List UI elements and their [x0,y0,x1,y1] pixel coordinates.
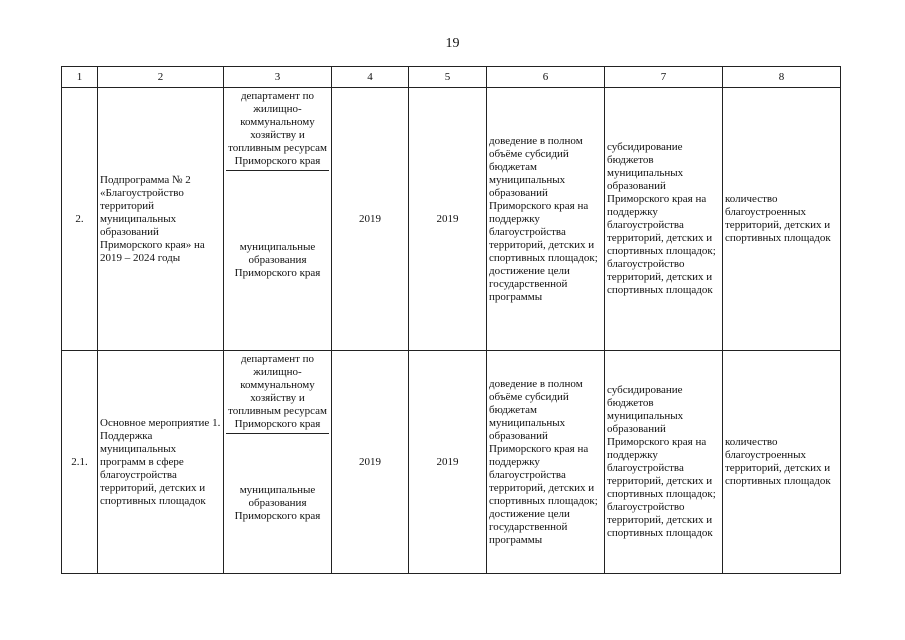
header-cell: 8 [723,67,841,88]
header-cell: 3 [224,67,332,88]
executor-primary: департамент по жилищно-коммунальному хозяйству и топливным ресурсам Приморского края [226,351,329,434]
header-row [62,67,841,88]
row-activity: субсидирование бюджетов муниципальных образований Приморского края на поддержку благоустройства территорий, детских и спортивных площадок; благоустройство территорий, детских и спортивных площадок [605,351,723,574]
row-number: 2.1. [62,351,98,574]
plan-table [61,66,841,574]
row-end-year: 2019 [409,351,487,574]
page-number: 19 [445,36,460,51]
executor-primary: департамент по жилищно-коммунальному хозяйству и топливным ресурсам Приморского края [226,88,329,171]
row-name: Подпрограмма № 2 «Благоустройство территорий муниципальных образований Приморского края» на 2019 – 2024 годы [98,88,224,351]
header-cell: 6 [487,67,605,88]
row-start-year: 2019 [332,88,409,351]
executor-secondary: муниципальные образования Приморского края [234,484,321,522]
row-end-year: 2019 [409,88,487,351]
row-expected-result: доведение в полном объёме субсидий бюджетам муниципальных образований Приморского края на поддержку благоустройства территорий, детских и спортивных площадок; достижение цели государственной программы [487,351,605,574]
header-cell: 5 [409,67,487,88]
row-activity: субсидирование бюджетов муниципальных образований Приморского края на поддержку благоустройства территорий, детских и спортивных площадок; благоустройство территорий, детских и спортивных площадок [605,88,723,351]
row-indicator: количество благоустроенных территорий, детских и спортивных площадок [723,88,841,351]
row-executors [224,351,332,574]
executor-secondary: муниципальные образования Приморского края [234,241,321,279]
table-row [62,351,841,574]
row-name: Основное мероприятие 1. Поддержка муниципальных программ в сфере благоустройства территорий, детских и спортивных площадок [98,351,224,574]
row-expected-result: доведение в полном объёме субсидий бюджетам муниципальных образований Приморского края на поддержку благоустройства территорий, детских и спортивных площадок; достижение цели государственной программы [487,88,605,351]
row-executors [224,88,332,351]
table-row [62,88,841,351]
row-start-year: 2019 [332,351,409,574]
header-cell: 2 [98,67,224,88]
header-cell: 4 [332,67,409,88]
header-cell: 1 [62,67,98,88]
header-cell: 7 [605,67,723,88]
row-indicator: количество благоустроенных территорий, детских и спортивных площадок [723,351,841,574]
row-number: 2. [62,88,98,351]
